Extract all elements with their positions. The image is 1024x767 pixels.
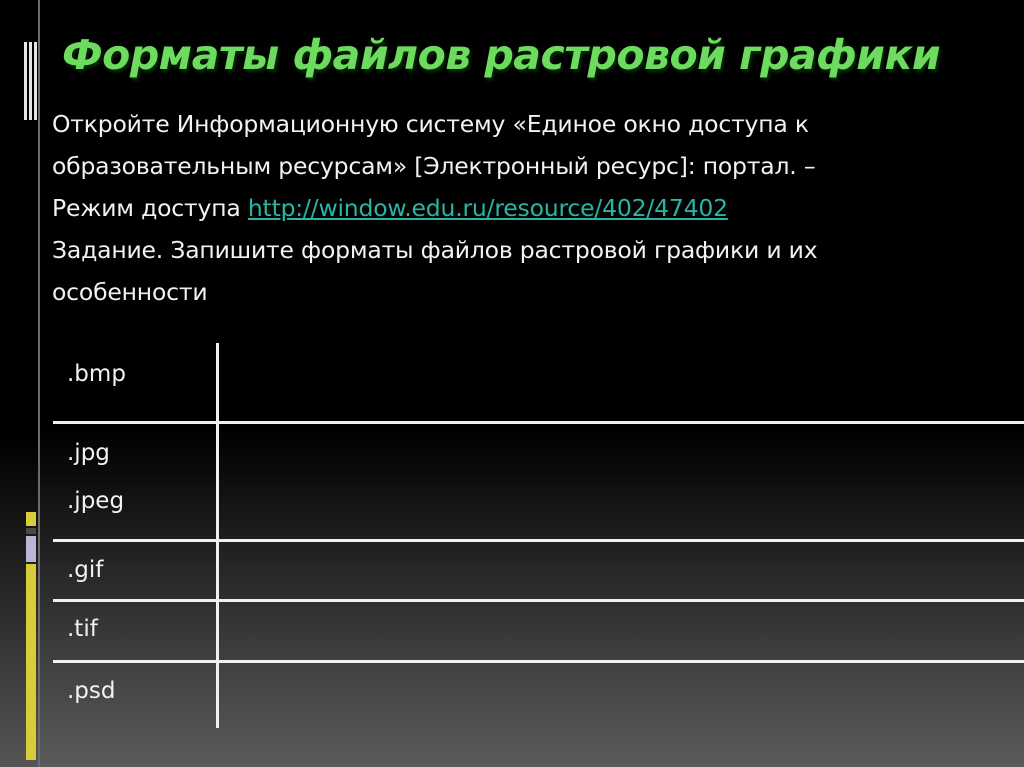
access-mode-label: Режим доступа [52, 194, 248, 222]
side-divider-line [38, 0, 40, 767]
slide-body-text [52, 103, 1012, 313]
table-row-divider [53, 539, 1024, 542]
task-line: особенности [52, 278, 208, 306]
table-column-divider [216, 343, 219, 728]
table-row-divider [53, 660, 1024, 663]
format-cell-bmp: .bmp [67, 361, 126, 387]
resource-link[interactable]: http://window.edu.ru/resource/402/47402 [247, 194, 728, 222]
task-line: Задание. Запишите форматы файлов растровой графики и их [52, 236, 818, 264]
table-row-divider [53, 421, 1024, 424]
format-cell-gif: .gif [67, 557, 104, 583]
paragraph-line: Откройте Информационную систему «Единое окно доступа к [52, 110, 809, 138]
formats-table [53, 343, 1024, 728]
table-row-divider [53, 599, 1024, 602]
format-cell-tif: .tif [67, 616, 98, 642]
format-cell-jpg: .jpg [67, 440, 110, 466]
paragraph-line: образовательным ресурсам» [Электронный ресурс]: портал. – [52, 152, 816, 180]
paragraph-line-with-link [52, 187, 1012, 229]
format-cell-psd: .psd [67, 678, 116, 704]
vertical-stripes-decoration-icon [24, 42, 38, 120]
color-blocks-decoration-icon [26, 512, 38, 762]
slide-title: Форматы файлов растровой графики [62, 31, 941, 79]
format-cell-jpeg: .jpeg [67, 488, 125, 514]
side-decoration-bar [0, 0, 40, 767]
